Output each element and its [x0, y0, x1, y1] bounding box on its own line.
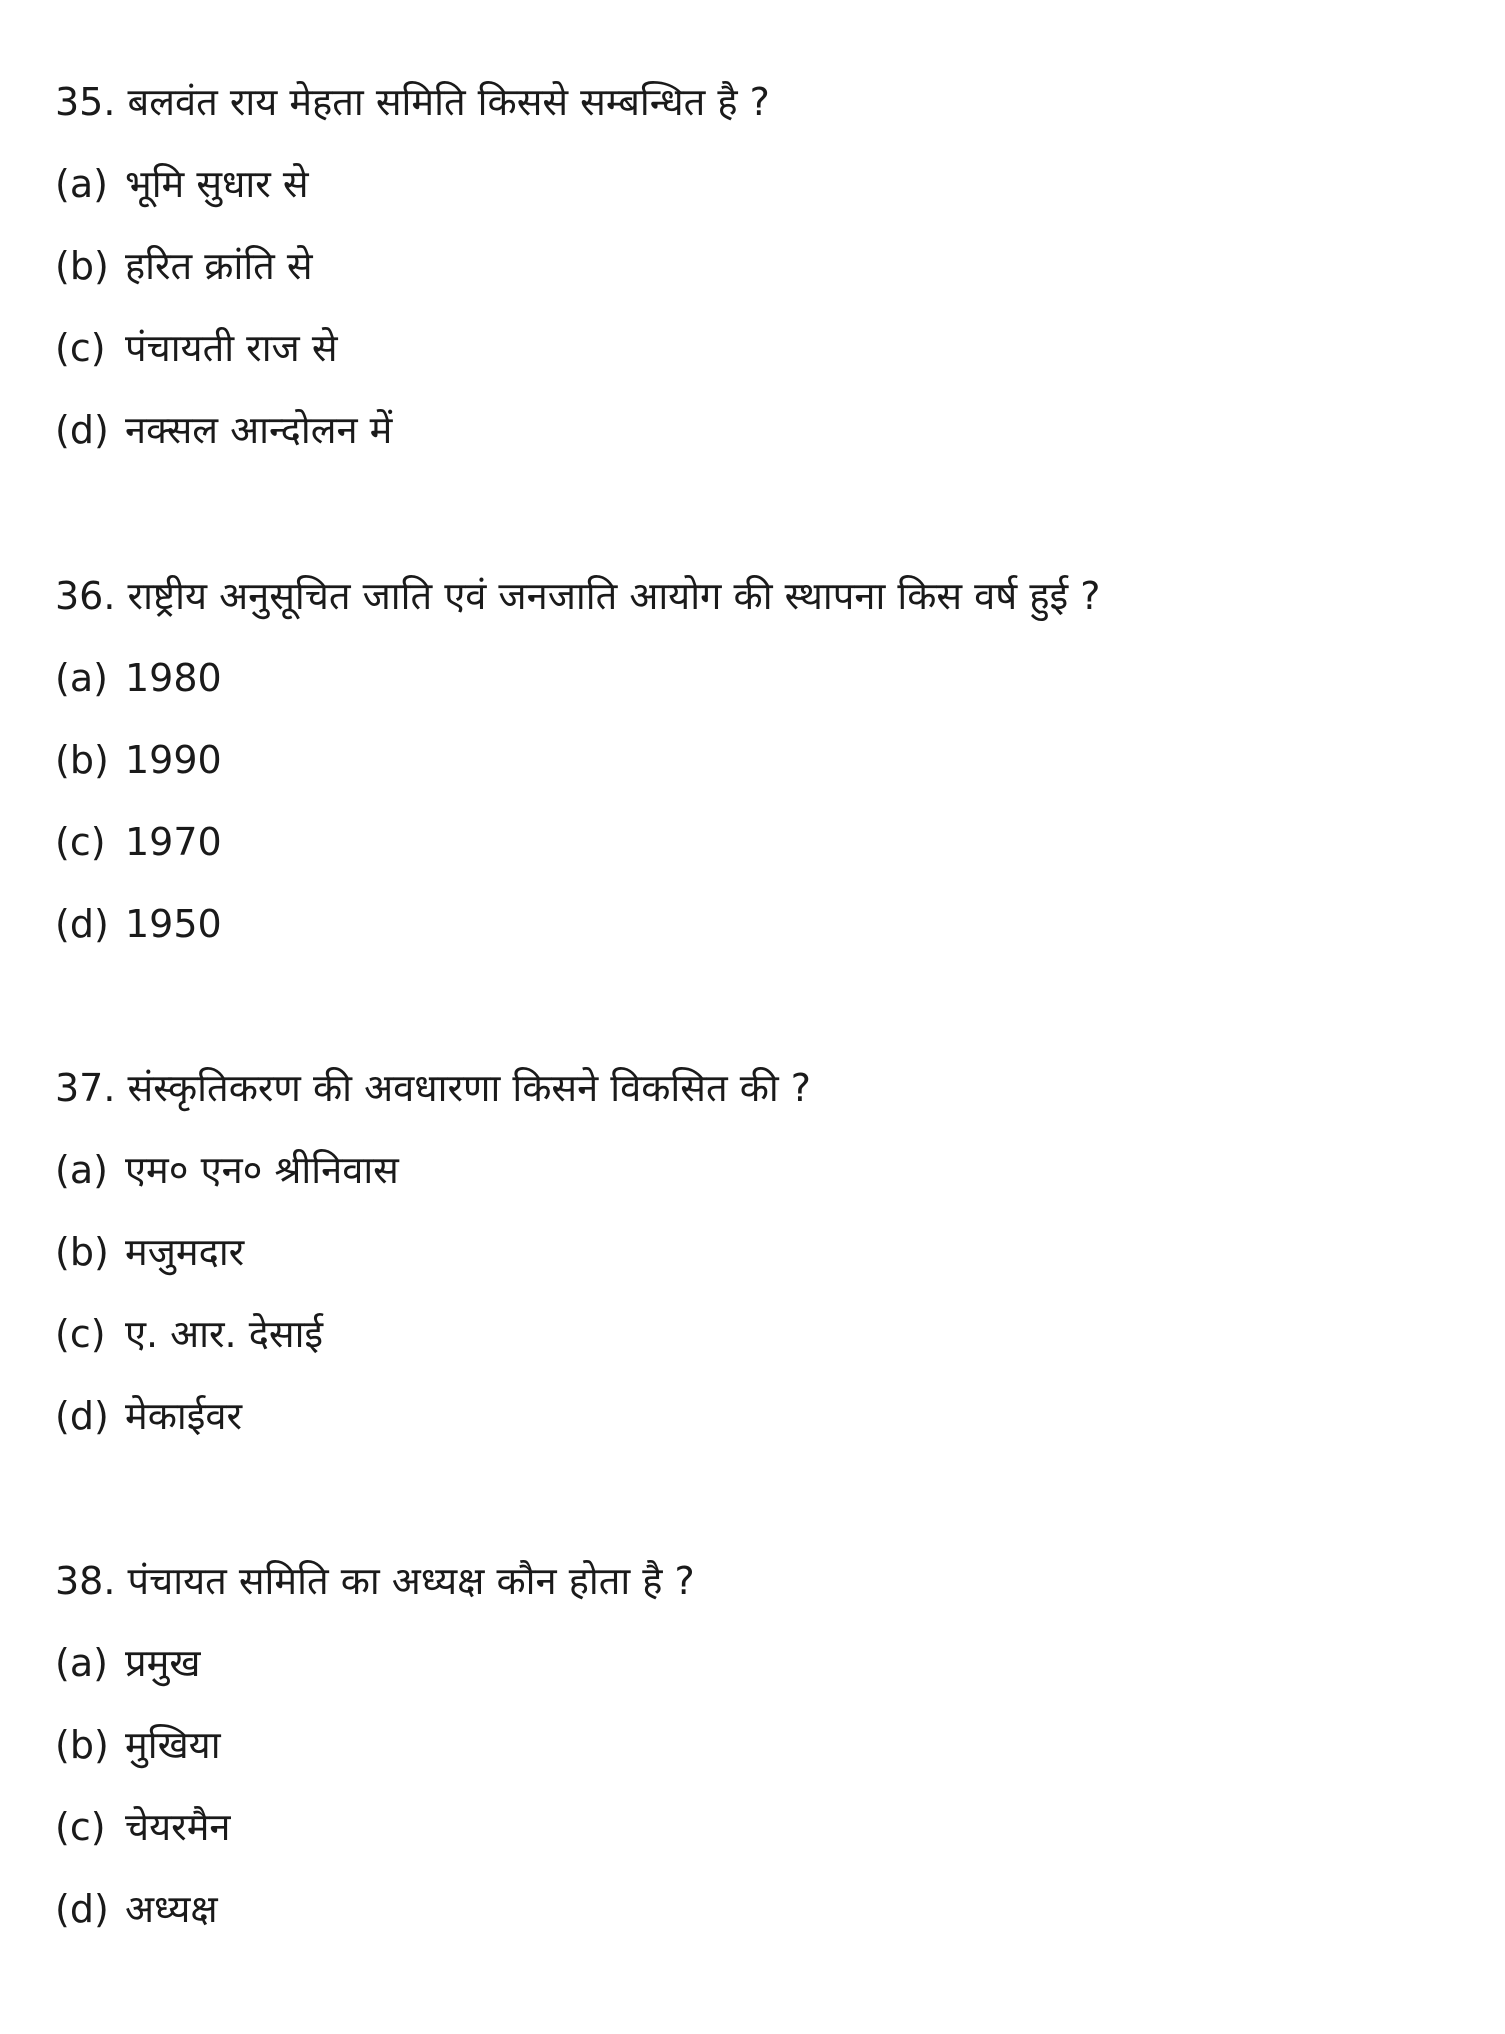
option-text: नक्सल आन्दोलन में: [125, 408, 393, 452]
question-36-text: [55, 568, 1455, 624]
question-body: बलवंत राय मेहता समिति किससे सम्बन्धित है ?: [127, 80, 770, 124]
option-label: (c): [55, 1805, 106, 1849]
option-label: (a): [55, 1148, 108, 1192]
option-label: (d): [55, 1887, 109, 1931]
option-text: मुखिया: [125, 1723, 221, 1767]
option-label: (a): [55, 162, 108, 206]
question-38-text: [55, 1553, 1455, 1609]
option-text: भूमि सुधार से: [125, 162, 309, 206]
question-36: [55, 568, 1455, 952]
option-36-b: [55, 732, 1455, 788]
option-text: 1980: [125, 656, 222, 700]
option-label: (d): [55, 408, 109, 452]
option-35-a: [55, 156, 1455, 212]
option-text: 1950: [125, 902, 222, 946]
option-text: 1970: [125, 820, 222, 864]
option-text: हरित क्रांति से: [125, 244, 313, 288]
question-38: [55, 1553, 1455, 1937]
option-text: ए. आर. देसाई: [125, 1312, 324, 1356]
option-label: (a): [55, 1641, 108, 1685]
question-body: पंचायत समिति का अध्यक्ष कौन होता है ?: [127, 1559, 695, 1603]
option-37-a: [55, 1142, 1455, 1198]
option-label: (b): [55, 1723, 109, 1767]
option-text: मेकाईवर: [125, 1394, 243, 1438]
option-37-b: [55, 1224, 1455, 1280]
option-text: मजुमदार: [125, 1230, 245, 1274]
option-38-c: [55, 1799, 1455, 1855]
option-label: (c): [55, 1312, 106, 1356]
option-37-d: [55, 1388, 1455, 1444]
option-36-a: [55, 650, 1455, 706]
option-label: (c): [55, 820, 106, 864]
option-38-a: [55, 1635, 1455, 1691]
option-label: (d): [55, 902, 109, 946]
option-text: पंचायती राज से: [125, 326, 338, 370]
option-text: चेयरमैन: [125, 1805, 231, 1849]
option-36-c: [55, 814, 1455, 870]
question-number: 35.: [55, 80, 116, 124]
option-label: (b): [55, 244, 109, 288]
option-37-c: [55, 1306, 1455, 1362]
question-number: 38.: [55, 1559, 116, 1603]
question-body: संस्कृतिकरण की अवधारणा किसने विकसित की ?: [127, 1066, 811, 1110]
question-number: 37.: [55, 1066, 116, 1110]
option-36-d: [55, 896, 1455, 952]
option-35-c: [55, 320, 1455, 376]
question-35-text: [55, 74, 1455, 130]
option-35-d: [55, 402, 1455, 458]
option-38-b: [55, 1717, 1455, 1773]
option-text: अध्यक्ष: [125, 1887, 218, 1931]
option-35-b: [55, 238, 1455, 294]
question-35: [55, 74, 1455, 458]
question-body: राष्ट्रीय अनुसूचित जाति एवं जनजाति आयोग की स्थापना किस वर्ष हुई ?: [127, 574, 1101, 618]
option-text: 1990: [125, 738, 222, 782]
option-label: (d): [55, 1394, 109, 1438]
option-label: (b): [55, 738, 109, 782]
option-38-d: [55, 1881, 1455, 1937]
option-label: (c): [55, 326, 106, 370]
question-37: [55, 1060, 1455, 1444]
option-text: एम० एन० श्रीनिवास: [125, 1148, 399, 1192]
question-37-text: [55, 1060, 1455, 1116]
question-number: 36.: [55, 574, 116, 618]
option-text: प्रमुख: [125, 1641, 201, 1685]
option-label: (b): [55, 1230, 109, 1274]
option-label: (a): [55, 656, 108, 700]
